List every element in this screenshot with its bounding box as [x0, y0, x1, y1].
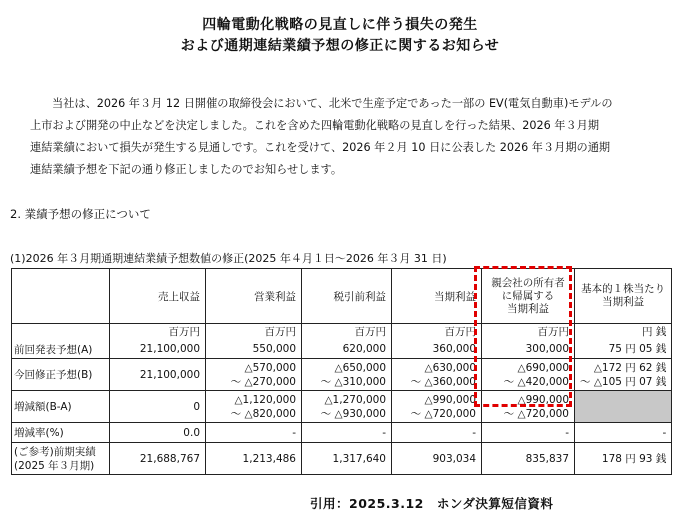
- table-row-previous-forecast: [12, 340, 672, 359]
- cell-parent: △990,000 ～ △720,000: [482, 391, 575, 423]
- cell-net: 903,034: [392, 443, 482, 475]
- table-header-row: [12, 269, 672, 324]
- cell-operating: 550,000: [206, 340, 302, 359]
- unit-operating: 百万円: [206, 324, 302, 341]
- table-row-prior-year-results: [12, 443, 672, 475]
- row-label: (ご参考)前期実績 (2025 年３月期): [12, 443, 110, 475]
- cell-operating: △570,000 ～ △270,000: [206, 359, 302, 391]
- document-title-line2: および通期連結業績予想の修正に関するお知らせ: [180, 38, 500, 54]
- table-unit-row: [12, 324, 672, 341]
- cell-sales: 21,100,000: [110, 359, 206, 391]
- cell-pretax: 620,000: [302, 340, 392, 359]
- document-title-line1: 四輪電動化戦略の見直しに伴う損失の発生: [202, 17, 478, 33]
- cell-eps: -: [575, 423, 672, 443]
- cell-parent: △690,000 ～ △420,000: [482, 359, 575, 391]
- cell-net: -: [392, 423, 482, 443]
- table-row-revised-forecast: [12, 359, 672, 391]
- cell-pretax: -: [302, 423, 392, 443]
- body-line-2: 上市および開発の中止などを決定しました。これを含めた四輪電動化戦略の見直しを行った結果、2026 年３月期: [30, 119, 600, 132]
- forecast-table: [11, 268, 672, 475]
- body-paragraph: [30, 93, 660, 181]
- cell-eps: 75 円 05 銭: [575, 340, 672, 359]
- header-pretax-profit: 税引前利益: [302, 269, 392, 324]
- header-parent-profit: 親会社の所有者 に帰属する 当期利益: [482, 269, 575, 324]
- unit-net: 百万円: [392, 324, 482, 341]
- cell-pretax: △650,000 ～ △310,000: [302, 359, 392, 391]
- header-eps: 基本的１株当たり 当期利益: [575, 269, 672, 324]
- cell-operating: -: [206, 423, 302, 443]
- unit-parent: 百万円: [482, 324, 575, 341]
- row-label: 前回発表予想(A): [12, 340, 110, 359]
- source-citation: 引用：2025.3.12 ホンダ決算短信資料: [310, 496, 554, 511]
- cell-sales: 0.0: [110, 423, 206, 443]
- row-label: 増減率(%): [12, 423, 110, 443]
- cell-operating: 1,213,486: [206, 443, 302, 475]
- header-operating-profit: 営業利益: [206, 269, 302, 324]
- cell-sales: 21,688,767: [110, 443, 206, 475]
- row-label: 今回修正予想(B): [12, 359, 110, 391]
- header-blank: [12, 269, 110, 324]
- unit-pretax: 百万円: [302, 324, 392, 341]
- cell-net: △630,000 ～ △360,000: [392, 359, 482, 391]
- cell-net: △990,000 ～ △720,000: [392, 391, 482, 423]
- cell-eps-empty: [575, 391, 672, 423]
- cell-pretax: △1,270,000 ～ △930,000: [302, 391, 392, 423]
- header-sales: 売上収益: [110, 269, 206, 324]
- section-heading: 2. 業績予想の修正について: [10, 207, 151, 221]
- body-line-3: 連結業績において損失が発生する見通しです。これを受けて、2026 年２月 10 日に公表した 2026 年３月期の通期: [30, 141, 611, 154]
- unit-sales: 百万円: [110, 324, 206, 341]
- table-row-difference: [12, 391, 672, 423]
- cell-pretax: 1,317,640: [302, 443, 392, 475]
- table-row-change-rate: [12, 423, 672, 443]
- cell-eps: △172 円 62 銭 ～ △105 円 07 銭: [575, 359, 672, 391]
- unit-eps: 円 銭: [575, 324, 672, 341]
- cell-parent: 300,000: [482, 340, 575, 359]
- cell-eps: 178 円 93 銭: [575, 443, 672, 475]
- table-caption: (1)2026 年３月期通期連結業績予想数値の修正(2025 年４月１日～2026 年３月 31 日): [10, 252, 447, 265]
- unit-blank: [12, 324, 110, 341]
- body-line-4: 連結業績予想を下記の通り修正しましたのでお知らせします。: [30, 163, 343, 176]
- row-label: 増減額(B-A): [12, 391, 110, 423]
- cell-net: 360,000: [392, 340, 482, 359]
- body-line-1: 当社は、2026 年３月 12 日開催の取締役会において、北米で生産予定であった一部の EV(電気自動車)モデルの: [52, 97, 613, 110]
- cell-operating: △1,120,000 ～ △820,000: [206, 391, 302, 423]
- cell-sales: 0: [110, 391, 206, 423]
- header-net-profit: 当期利益: [392, 269, 482, 324]
- cell-parent: -: [482, 423, 575, 443]
- cell-parent: 835,837: [482, 443, 575, 475]
- cell-sales: 21,100,000: [110, 340, 206, 359]
